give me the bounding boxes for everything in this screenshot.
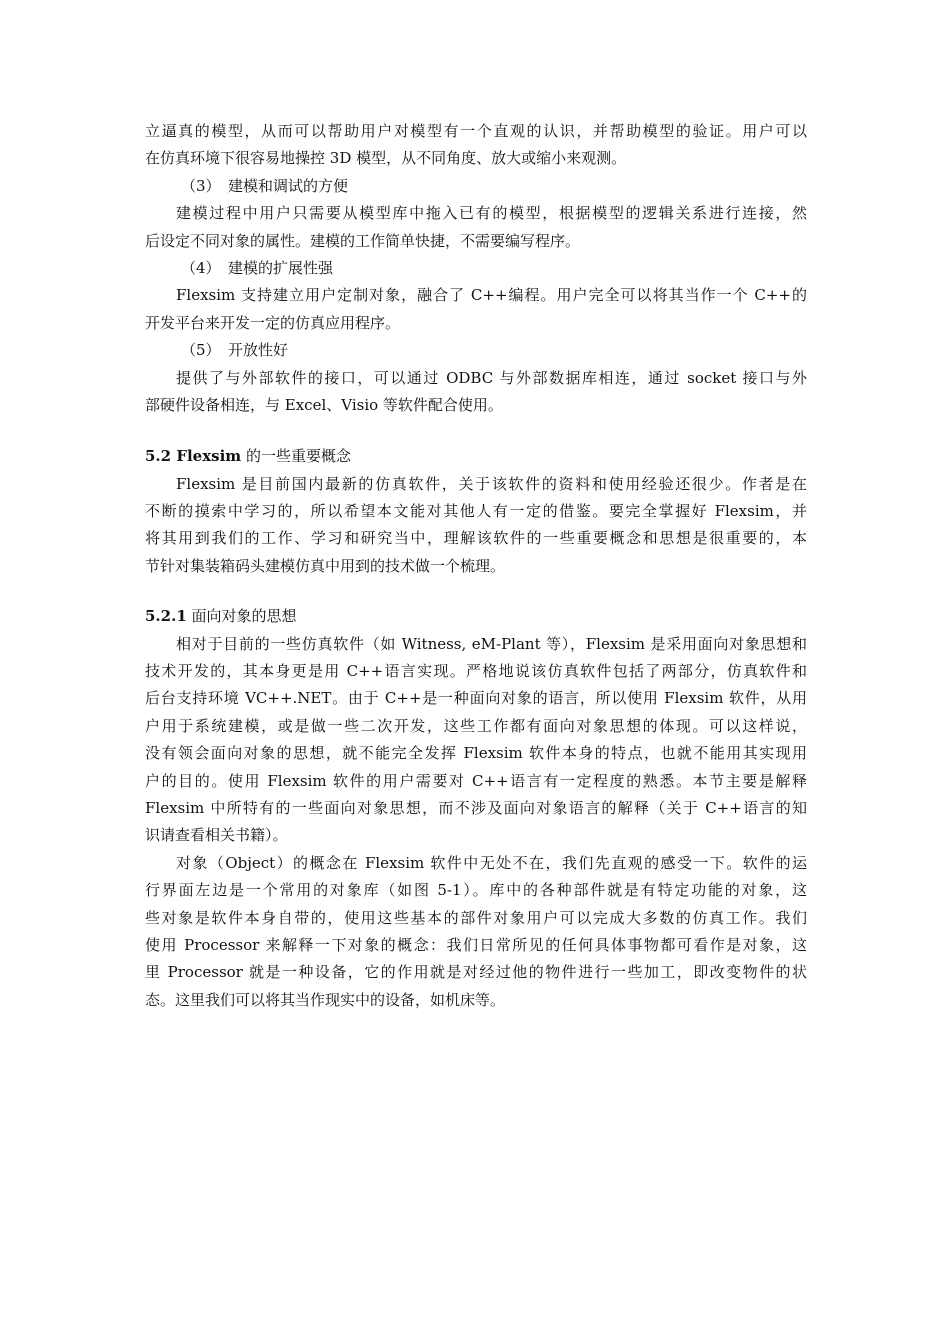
paragraph-object-oriented (145, 631, 807, 850)
paragraph-extensibility (145, 282, 807, 337)
text-line: 技术开发的，其本身更是用 C++语言实现。严格地说该仿真软件包括了两部分，仿真软件和 (145, 662, 807, 681)
section-title: 面向对象的思想 (186, 607, 297, 626)
text-line: 户用于系统建模，或是做一些二次开发，这些工作都有面向对象思想的体现。可以这样说， (145, 716, 807, 735)
text-line: 态。这里我们可以将其当作现实中的设备，如机床等。 (145, 990, 506, 1009)
text-line: 里 Processor 就是一种设备，它的作用就是对经过他的物件进行一些加工，即改变物件的状 (145, 963, 807, 982)
text-line: 将其用到我们的工作、学习和研究当中，理解该软件的一些重要概念和思想是很重要的，本 (145, 529, 807, 548)
paragraph-object-concept (145, 850, 807, 1014)
text-line: Flexsim 支持建立用户定制对象，融合了 C++编程。用户完全可以将其当作一个 C++的 (176, 286, 807, 305)
section-number: 5.2.1 (145, 607, 187, 626)
text-line: 些对象是软件本身自带的，使用这些基本的部件对象用户可以完成大多数的仿真工作。我们 (145, 908, 807, 927)
text-line: 对象（Object）的概念在 Flexsim 软件中无处不在，我们先直观的感受一下。软件的运 (176, 853, 807, 872)
text-line: 识请查看相关书籍）。 (145, 826, 288, 845)
paragraph-visualization (145, 118, 807, 173)
paragraph-modeling (145, 200, 807, 255)
text-line: 开发平台来开发一定的仿真应用程序。 (145, 313, 401, 332)
text-line: 建模过程中用户只需要从模型库中拖入已有的模型，根据模型的逻辑关系进行连接，然 (176, 204, 807, 223)
section-number: 5.2 Flexsim (145, 447, 242, 466)
text-line: 后设定不同对象的属性。建模的工作简单快捷，不需要编写程序。 (145, 231, 581, 250)
paragraph-introduction (145, 471, 807, 581)
text-line: 相对于目前的一些仿真软件（如 Witness, eM-Plant 等），Flexsim 是采用面向对象思想和 (176, 634, 807, 653)
text-line: 户的目的。使用 Flexsim 软件的用户需要对 C++语言有一定程度的熟悉。本节主要是解释 (145, 771, 807, 790)
section-heading-5-2-1 (145, 603, 807, 630)
text-line: 使用 Processor 来解释一下对象的概念：我们日常所见的任何具体事物都可看作是对象，这 (145, 935, 807, 954)
section-title: 的一些重要概念 (241, 447, 351, 466)
list-item-heading: （5） 开放性好 (181, 341, 289, 360)
spacer (145, 419, 807, 443)
text-line: 节针对集装箱码头建模仿真中用到的技术做一个梳理。 (145, 556, 506, 575)
text-line: Flexsim 中所特有的一些面向对象思想，而不涉及面向对象语言的解释（关于 C++语言的知 (145, 798, 807, 817)
list-item-heading: （4） 建模的扩展性强 (181, 258, 334, 277)
text-line: 在仿真环境下很容易地操控 3D 模型，从不同角度、放大或缩小来观测。 (145, 149, 627, 168)
text-line: 部硬件设备相连，与 Excel、Visio 等软件配合使用。 (145, 395, 503, 414)
text-line: 立逼真的模型，从而可以帮助用户对模型有一个直观的认识，并帮助模型的验证。用户可以 (145, 122, 807, 140)
text-line: 后台支持环境 VC++.NET。由于 C++是一种面向对象的语言，所以使用 Flexsim 软件，从用 (145, 689, 807, 708)
section-heading-5-2 (145, 443, 807, 470)
spacer (145, 580, 807, 603)
list-item-heading: （3） 建模和调试的方便 (181, 176, 349, 195)
text-line: 不断的摸索中学习的，所以希望本文能对其他人有一定的借鉴。要完全掌握好 Flexsim，并 (145, 502, 807, 521)
text-line: Flexsim 是目前国内最新的仿真软件，关于该软件的资料和使用经验还很少。作者是在 (176, 474, 807, 493)
text-line: 没有领会面向对象的思想，就不能完全发挥 Flexsim 软件本身的特点，也就不能用其实现用 (145, 744, 807, 763)
text-line: 提供了与外部软件的接口，可以通过 ODBC 与外部数据库相连，通过 socket 接口与外 (176, 368, 807, 387)
document-page (145, 118, 807, 1014)
text-line: 行界面左边是一个常用的对象库（如图 5-1）。库中的各种部件就是有特定功能的对象，这 (145, 881, 807, 900)
paragraph-openness (145, 365, 807, 420)
